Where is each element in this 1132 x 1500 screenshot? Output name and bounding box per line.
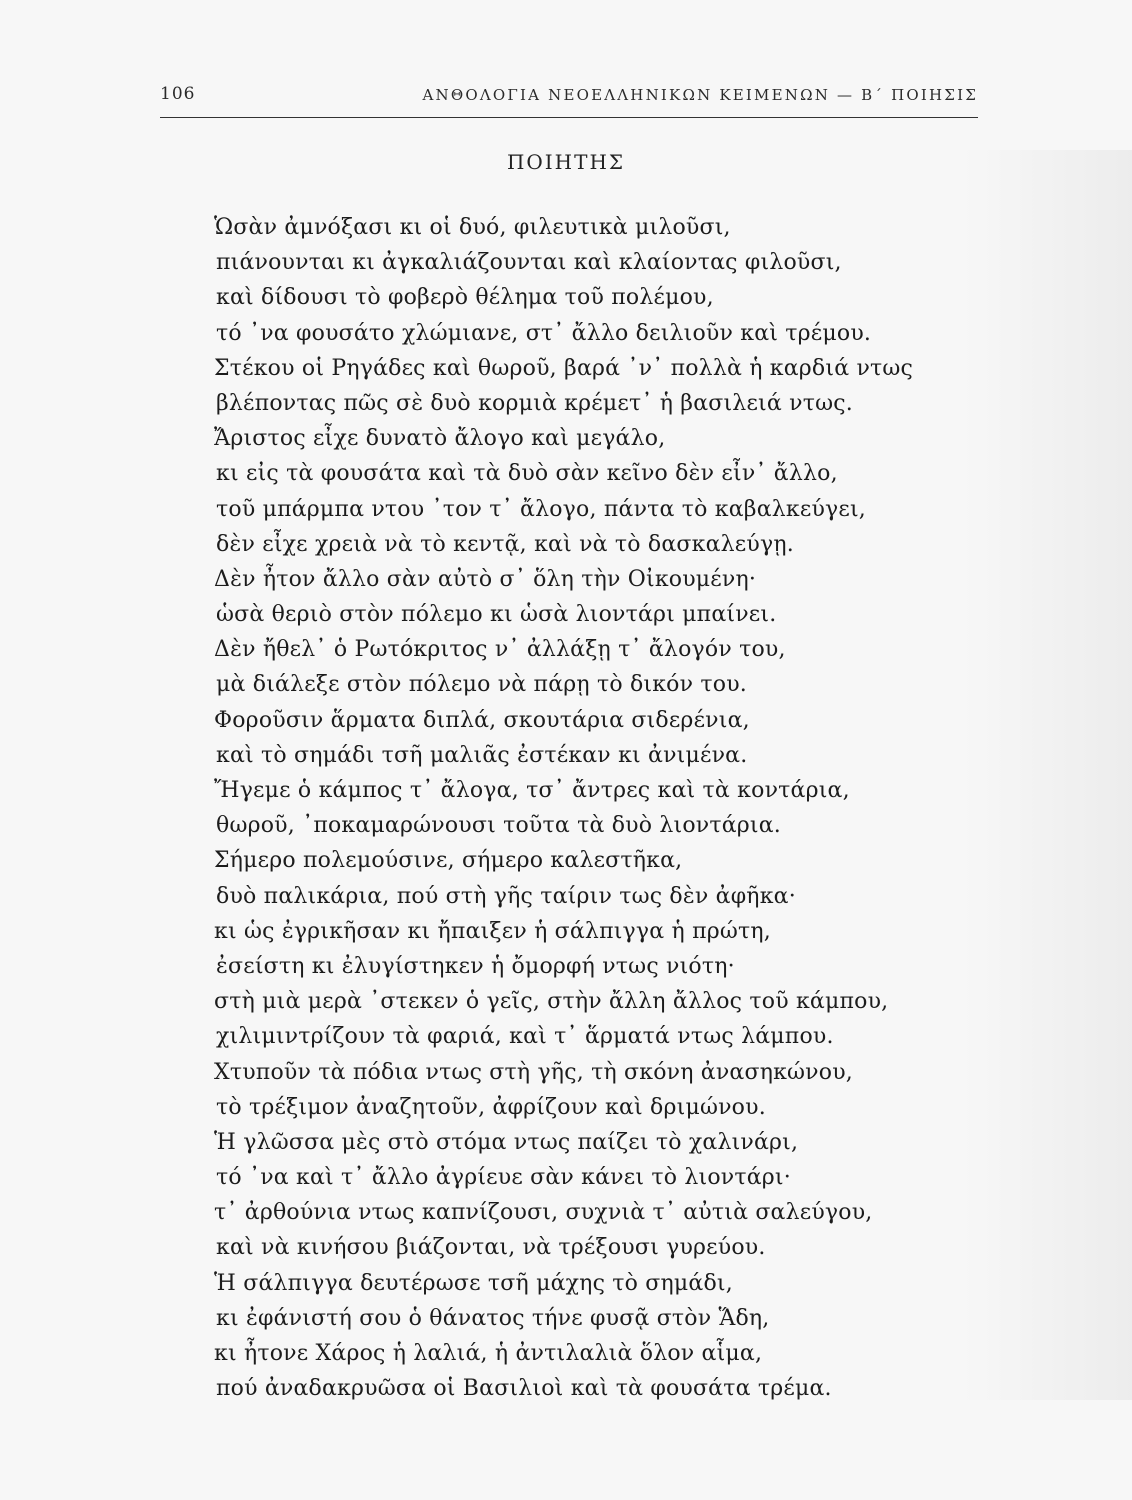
verse-line: βλέποντας πῶς σὲ δυὸ κορμιὰ κρέμετ᾿ ἡ βασιλειά ντως. bbox=[216, 390, 853, 416]
verse-line: καὶ δίδουσι τὸ φοβερὸ θέλημα τοῦ πολέμου, bbox=[216, 285, 714, 311]
verse-line: κι ἦτονε Χάρος ἡ λαλιά, ἡ ἀντιλαλιὰ ὅλον αἷμα, bbox=[214, 1341, 763, 1366]
verse-line: μὰ διάλεξε στὸν πόλεμο νὰ πάρῃ τὸ δικόν του. bbox=[216, 672, 747, 698]
verse-line: καὶ τὸ σημάδι τσῆ μαλιᾶς ἐστέκαν κι ἀνιμένα. bbox=[216, 742, 748, 768]
page-number: 106 bbox=[160, 84, 196, 104]
verse-line: πού ἀναδακρυῶσα οἱ Βασιλιοὶ καὶ τὰ φουσάτα τρέμα. bbox=[216, 1376, 832, 1402]
verse-line: Ἄριστος εἶχε δυνατὸ ἄλογο καὶ μεγάλο, bbox=[214, 426, 666, 452]
verse-line: Φοροῦσιν ἅρματα διπλά, σκουτάρια σιδερένια, bbox=[214, 707, 750, 733]
verse-line: δὲν εἶχε χρειὰ νὰ τὸ κεντᾷ, καὶ νὰ τὸ δασκαλεύγῃ. bbox=[216, 531, 794, 557]
verse-line: κι ἐφάνιστή σου ὁ θάνατος τήνε φυσᾷ στὸν Ἅδη, bbox=[216, 1305, 770, 1331]
verse-line: ὡσὰ θεριὸ στὸν πόλεμο κι ὡσὰ λιοντάρι μπαίνει. bbox=[216, 602, 777, 628]
verse-line: Ἡ σάλπιγγα δευτέρωσε τσῆ μάχης τὸ σημάδι, bbox=[214, 1270, 733, 1296]
verse-line: κι ὡς ἐγρικῆσαν κι ἤπαιξεν ἡ σάλπιγγα ἡ πρώτη, bbox=[214, 918, 771, 944]
verse-line: ἐσείστη κι ἐλυγίστηκεν ἡ ὄμορφή ντως νιότη· bbox=[216, 953, 735, 979]
show-through-shadow bbox=[962, 150, 1132, 1400]
verse-line: τό ᾿να καὶ τ᾿ ἄλλο ἀγρίευε σὰν κάνει τὸ λιοντάρι· bbox=[216, 1165, 791, 1191]
verse-line: Ἤγεμε ὁ κάμπος τ᾿ ἄλογα, τσ᾿ ἄντρες καὶ τὰ κοντάρια, bbox=[214, 778, 850, 803]
verse-line: Χτυποῦν τὰ πόδια ντως στὴ γῆς, τὴ σκόνη ἀνασηκώνου, bbox=[214, 1059, 853, 1085]
verse-line: τὸ τρέξιμον ἀναζητοῦν, ἀφρίζουν καὶ δριμώνου. bbox=[216, 1094, 766, 1120]
verse-line: δυὸ παλικάρια, πού στὴ γῆς ταίριν τως δὲν ἀφῆκα· bbox=[216, 883, 796, 909]
verse-line: στὴ μιὰ μερὰ ᾿στεκεν ὁ γεῖς, στὴν ἄλλη ἄλλος τοῦ κάμπου, bbox=[214, 989, 889, 1015]
verse-line: θωροῦ, ᾿ποκαμαρώνουσι τοῦτα τὰ δυὸ λιοντάρια. bbox=[216, 813, 782, 839]
poem-body bbox=[200, 210, 960, 1406]
running-head: ΑΝΘΟΛΟΓΙΑ ΝΕΟΕΛΛΗΝΙΚΩΝ ΚΕΙΜΕΝΩΝ — Β΄ ΠΟΙΗΣΙΣ bbox=[422, 86, 978, 104]
verse-line: Δὲν ἦτον ἄλλο σὰν αὐτὸ σ᾿ ὅλη τὴν Οἰκουμένη· bbox=[214, 566, 757, 592]
verse-line: τό ᾿να φουσάτο χλώμιανε, στ᾿ ἄλλο δειλιοῦν καὶ τρέμου. bbox=[216, 320, 872, 346]
verse-line: Ὡσὰν ἀμνόξασι κι οἱ δυό, φιλευτικὰ μιλοῦσι, bbox=[214, 215, 731, 240]
verse-line: τοῦ μπάρμπα ντου ᾿τον τ᾿ ἄλογο, πάντα τὸ καβαλκεύγει, bbox=[216, 496, 866, 522]
verse-line: χιλιμιντρίζουν τὰ φαριά, καὶ τ᾿ ἅρματά ντως λάμπου. bbox=[216, 1024, 834, 1050]
section-title: ΠΟΙΗΤΗΣ bbox=[506, 150, 626, 174]
header-rule bbox=[160, 117, 978, 118]
verse-line: Δὲν ἤθελ᾿ ὁ Ρωτόκριτος ν᾿ ἀλλάξῃ τ᾿ ἄλογόν του, bbox=[214, 637, 786, 663]
verse-line: Σήμερο πολεμούσινε, σήμερο καλεστῆκα, bbox=[214, 848, 683, 874]
verse-line: πιάνουνται κι ἀγκαλιάζουνται καὶ κλαίοντας φιλοῦσι, bbox=[216, 250, 842, 276]
verse-line: Ἡ γλῶσσα μὲς στὸ στόμα ντως παίζει τὸ χαλινάρι, bbox=[214, 1129, 799, 1155]
verse-line: τ᾿ ἀρθούνια ντως καπνίζουσι, συχνιὰ τ᾿ αὐτιὰ σαλεύγου, bbox=[214, 1200, 873, 1226]
verse-line: Στέκου οἱ Ρηγάδες καὶ θωροῦ, βαρά ᾿ν᾿ πολλὰ ἡ καρδιά ντως bbox=[214, 355, 914, 381]
verse-line: καὶ νὰ κινήσου βιάζονται, νὰ τρέξουσι γυρεύου. bbox=[216, 1235, 766, 1261]
verse-line: κι εἰς τὰ φουσάτα καὶ τὰ δυὸ σὰν κεῖνο δὲν εἶν᾿ ἄλλο, bbox=[216, 461, 838, 487]
page-header bbox=[160, 84, 978, 114]
